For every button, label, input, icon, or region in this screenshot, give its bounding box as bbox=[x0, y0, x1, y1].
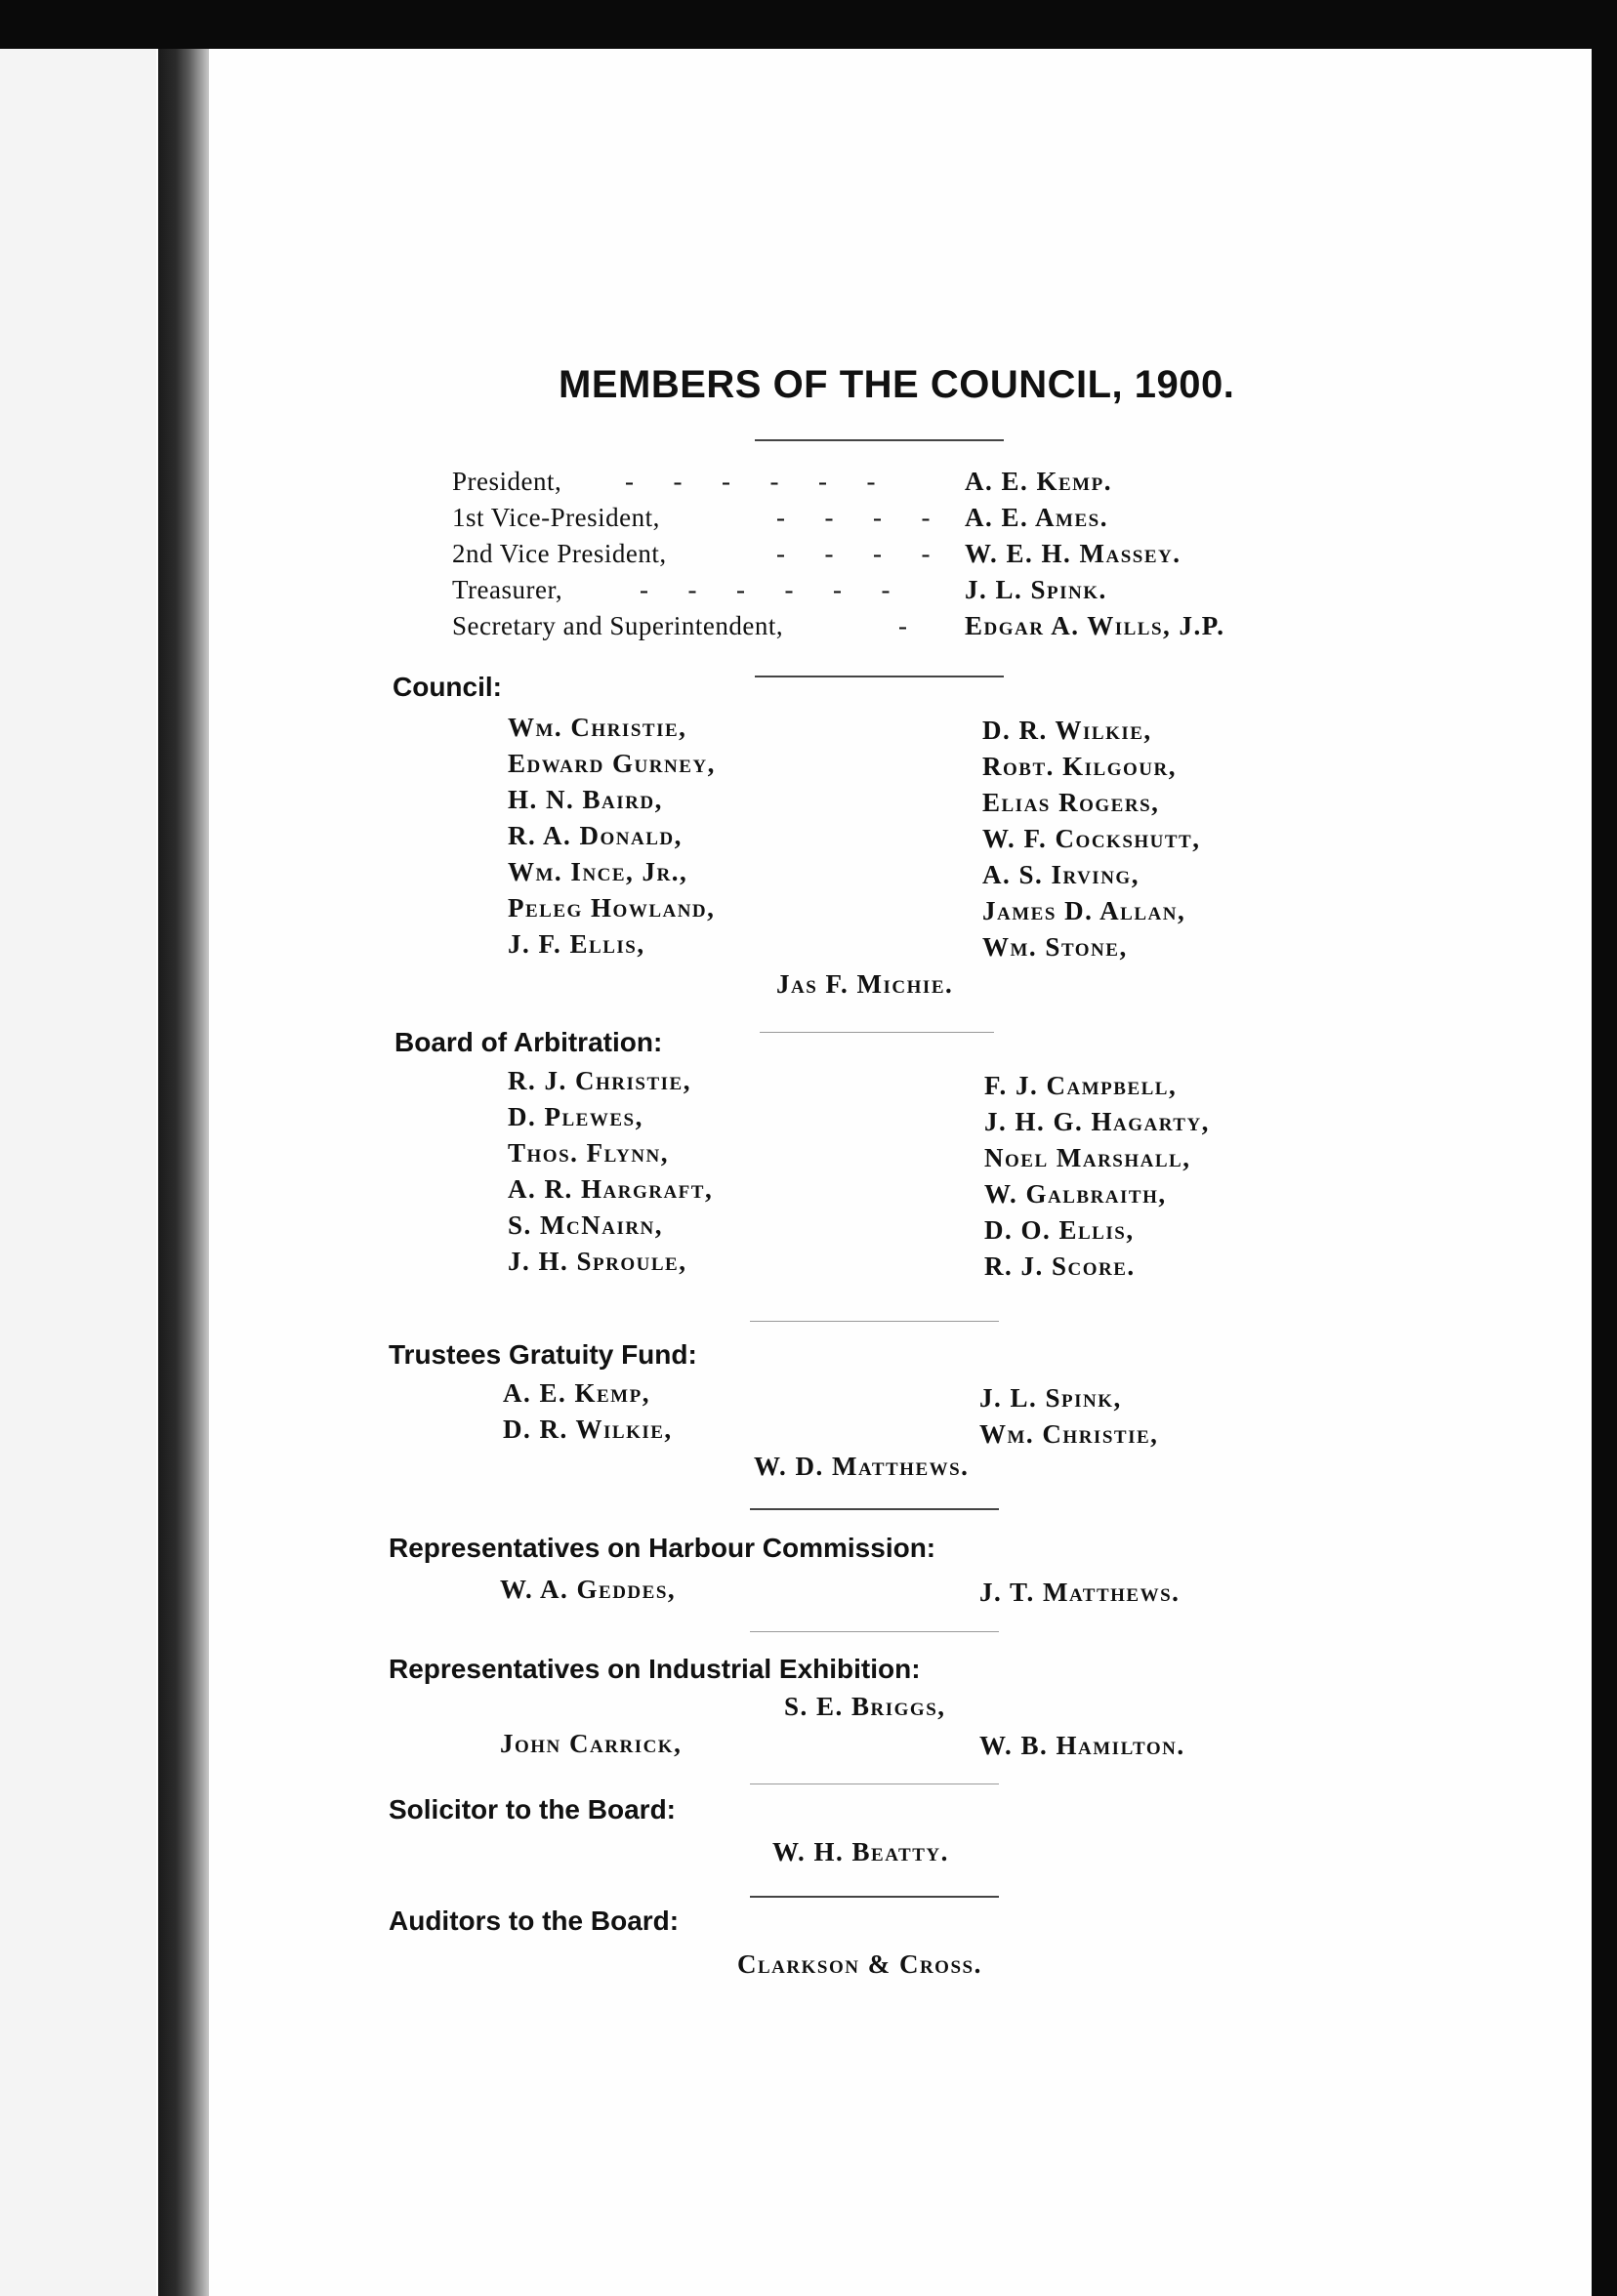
leader-dashes: - - - - - - bbox=[640, 575, 891, 604]
member-name: John Carrick, bbox=[500, 1729, 683, 1758]
officer-name: W. E. H. Massey. bbox=[965, 539, 1182, 568]
member-name: Robt. Kilgour, bbox=[982, 752, 1177, 781]
divider bbox=[750, 1321, 999, 1322]
scan-right-border bbox=[1592, 49, 1617, 2296]
member-name: Wm. Ince, Jr., bbox=[508, 857, 688, 886]
member-name: W. A. Geddes, bbox=[500, 1575, 677, 1604]
member-name: J. H. G. Hagarty, bbox=[984, 1107, 1210, 1136]
leader-dashes: - - - - bbox=[776, 539, 931, 568]
section-heading-harbour: Representatives on Harbour Commission: bbox=[389, 1533, 936, 1563]
section-heading-solicitor: Solicitor to the Board: bbox=[389, 1794, 676, 1824]
page-title: MEMBERS OF THE COUNCIL, 1900. bbox=[559, 363, 1235, 406]
member-name: J. T. Matthews. bbox=[979, 1578, 1181, 1607]
member-name: Wm. Christie, bbox=[508, 713, 687, 742]
officer-name: J. L. Spink. bbox=[965, 575, 1107, 604]
member-name: A. S. Irving, bbox=[982, 860, 1140, 889]
officer-role: 1st Vice-President, bbox=[452, 503, 660, 532]
member-name: Wm. Christie, bbox=[979, 1419, 1159, 1449]
member-name: W. F. Cockshutt, bbox=[982, 824, 1201, 853]
member-name: J. F. Ellis, bbox=[508, 929, 645, 959]
member-name: R. A. Donald, bbox=[508, 821, 683, 850]
member-name: Wm. Stone, bbox=[982, 932, 1128, 962]
member-name: Clarkson & Cross. bbox=[737, 1949, 982, 1979]
member-name: S. E. Briggs, bbox=[784, 1692, 946, 1721]
officer-role: President, bbox=[452, 467, 562, 496]
member-name: S. McNairn, bbox=[508, 1210, 664, 1240]
section-heading-council: Council: bbox=[393, 672, 502, 702]
member-name: Peleg Howland, bbox=[508, 893, 716, 922]
officer-name: Edgar A. Wills, J.P. bbox=[965, 611, 1225, 640]
member-name: R. J. Christie, bbox=[508, 1066, 691, 1095]
member-name: A. R. Hargraft, bbox=[508, 1174, 714, 1204]
member-name: A. E. Kemp, bbox=[503, 1378, 650, 1408]
member-name: J. L. Spink, bbox=[979, 1383, 1122, 1413]
officer-role: 2nd Vice President, bbox=[452, 539, 667, 568]
member-name: Elias Rogers, bbox=[982, 788, 1160, 817]
divider bbox=[750, 1896, 999, 1898]
divider bbox=[760, 1032, 994, 1033]
member-name: Edward Gurney, bbox=[508, 749, 716, 778]
member-name: Noel Marshall, bbox=[984, 1143, 1191, 1172]
book-binding bbox=[158, 49, 209, 2296]
section-heading-trustees: Trustees Gratuity Fund: bbox=[389, 1339, 697, 1370]
member-name: D. R. Wilkie, bbox=[503, 1414, 673, 1444]
member-name: F. J. Campbell, bbox=[984, 1071, 1178, 1100]
divider bbox=[750, 1508, 999, 1510]
member-name: D. Plewes, bbox=[508, 1102, 643, 1131]
leader-dashes: - - - - - - bbox=[625, 467, 876, 496]
member-name: James D. Allan, bbox=[982, 896, 1186, 925]
divider bbox=[755, 676, 1004, 677]
member-name: D. O. Ellis, bbox=[984, 1215, 1135, 1245]
section-heading-arbitration: Board of Arbitration: bbox=[394, 1027, 663, 1057]
officer-role: Treasurer, bbox=[452, 575, 563, 604]
facing-page bbox=[0, 49, 156, 2296]
member-name: W. B. Hamilton. bbox=[979, 1731, 1185, 1760]
scan-top-border bbox=[0, 0, 1617, 49]
officer-name: A. E. Ames. bbox=[965, 503, 1108, 532]
member-name: D. R. Wilkie, bbox=[982, 716, 1152, 745]
officer-role: Secretary and Superintendent, bbox=[452, 611, 784, 640]
member-name: R. J. Score. bbox=[984, 1251, 1136, 1281]
member-name: W. D. Matthews. bbox=[754, 1452, 970, 1481]
divider bbox=[750, 1631, 999, 1632]
member-name: W. Galbraith, bbox=[984, 1179, 1167, 1209]
leader-dashes: - bbox=[898, 611, 907, 640]
member-name: Thos. Flynn, bbox=[508, 1138, 669, 1168]
leader-dashes: - - - - bbox=[776, 503, 931, 532]
divider bbox=[755, 439, 1004, 441]
section-heading-auditors: Auditors to the Board: bbox=[389, 1906, 680, 1936]
member-name: W. H. Beatty. bbox=[772, 1837, 949, 1866]
section-heading-exhibition: Representatives on Industrial Exhibition: bbox=[389, 1654, 921, 1684]
officer-name: A. E. Kemp. bbox=[965, 467, 1112, 496]
member-name: J. H. Sproule, bbox=[508, 1247, 687, 1276]
member-name: Jas F. Michie. bbox=[776, 969, 954, 999]
member-name: H. N. Baird, bbox=[508, 785, 663, 814]
